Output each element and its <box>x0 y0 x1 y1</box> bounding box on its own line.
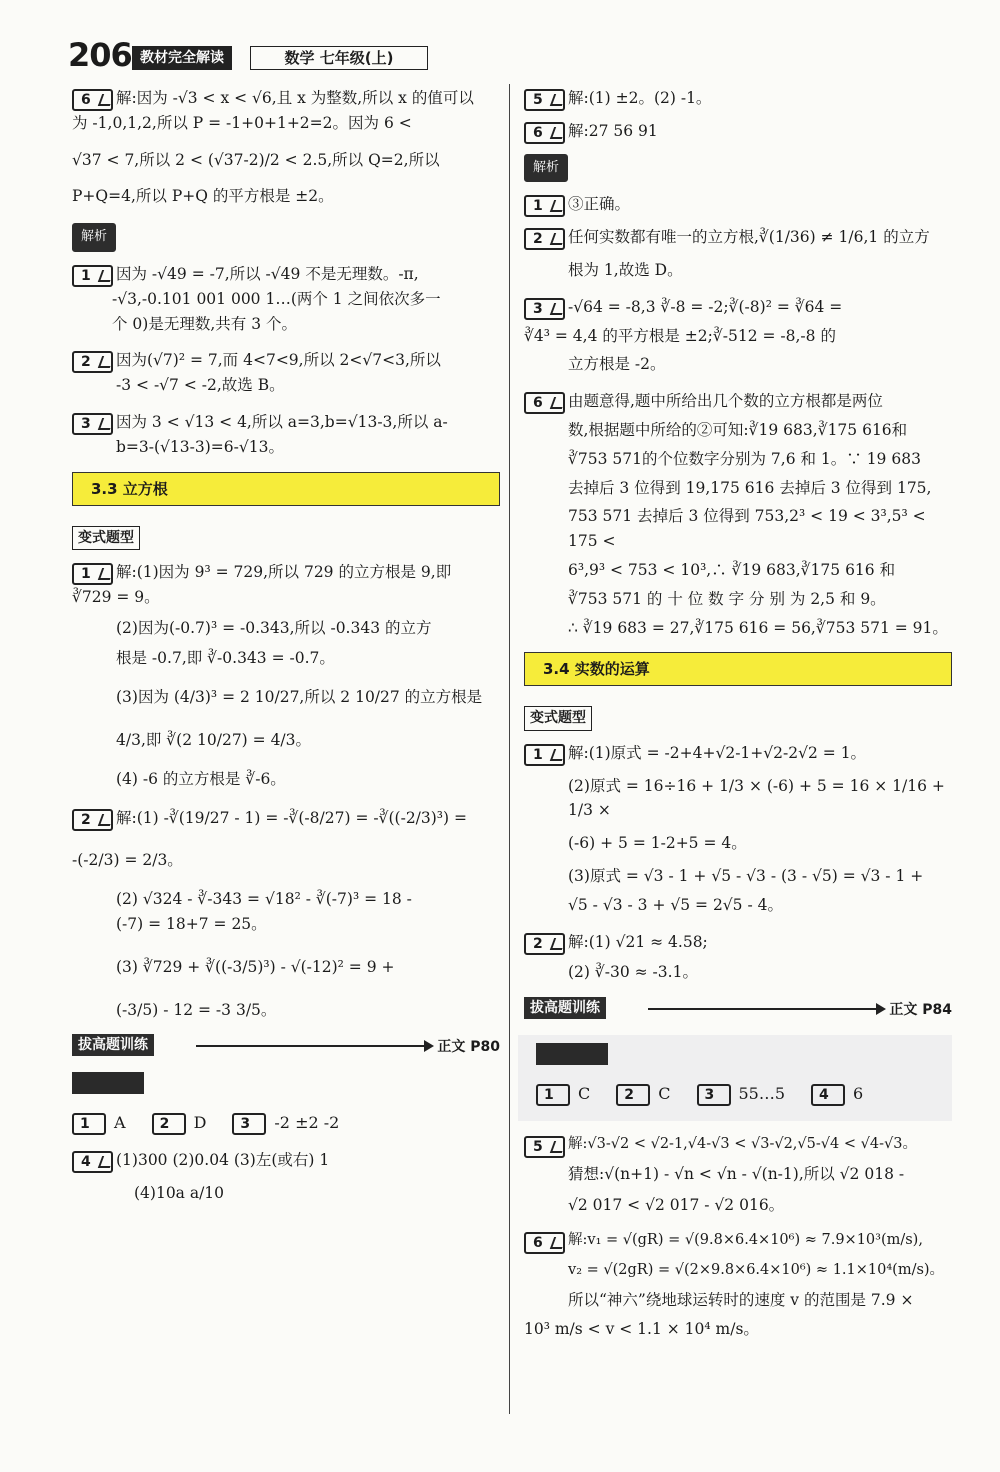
answer-value: C <box>658 1084 671 1104</box>
solution-line: (-7) = 18+7 = 25。 <box>116 914 267 933</box>
solution-line: v₂ = √(2gR) = √(2×9.8×6.4×10⁶) ≈ 1.1×10⁴(m/s)。 <box>568 1261 945 1278</box>
question-number: 5 <box>524 1136 565 1158</box>
question-number: 1 <box>72 563 113 585</box>
analysis-2 <box>72 348 500 398</box>
quick-answer <box>616 1081 670 1107</box>
analysis-line: 753 571 去掉后 3 位得到 753,2³ < 19 < 3³,5³ < 175 < <box>568 507 926 551</box>
section-marker-block <box>72 1072 144 1094</box>
question-number: 2 <box>524 228 565 250</box>
question-number: 3 <box>697 1084 731 1106</box>
question-number: 2 <box>524 933 565 955</box>
answer-5 <box>524 86 952 111</box>
solution-line: √2 017 < √2 017 - √2 016。 <box>568 1195 785 1214</box>
variant-label: 变式题型 <box>524 706 592 730</box>
answer-value: 6 <box>853 1084 864 1104</box>
question-number: 6 <box>524 392 565 414</box>
question-number: 1 <box>536 1084 570 1106</box>
analysis-label: 解析 <box>72 223 116 252</box>
question-number: 3 <box>232 1113 266 1135</box>
question-number: 2 <box>72 809 113 831</box>
question-number: 5 <box>524 89 565 111</box>
answer-line: P+Q=4,所以 P+Q 的平方根是 ±2。 <box>72 187 334 206</box>
answer-line: √37 < 7,所以 2 < (√37-2)/2 < 2.5,所以 Q=2,所以 <box>72 150 440 169</box>
page-header <box>68 36 428 74</box>
question-number: 6 <box>72 89 113 111</box>
answer-value: C <box>578 1084 591 1104</box>
solution-line: (2) √324 - ∛-343 = √18² - ∛(-7)³ = 18 - <box>116 890 412 909</box>
analysis-line: 根为 1,故选 D。 <box>568 260 683 279</box>
question-number: 3 <box>524 298 565 320</box>
variant-1 <box>524 741 952 918</box>
section-header-3-3: 3.3 立方根 <box>72 472 500 506</box>
book-title: 教材完全解读 <box>132 46 232 70</box>
quick-answers-panel <box>518 1035 952 1121</box>
question-number: 1 <box>524 195 565 217</box>
question-number: 1 <box>72 1113 106 1135</box>
question-number: 6 <box>524 1232 565 1254</box>
question-number: 1 <box>72 265 113 287</box>
text-reference: 正文 P80 <box>437 1039 500 1056</box>
arrow-icon <box>196 1045 426 1047</box>
analysis-line: b=3-(√13-3)=6-√13。 <box>116 437 284 456</box>
analysis-line: 个 0)是无理数,共有 3 个。 <box>112 314 297 333</box>
section-marker-block <box>536 1043 608 1065</box>
analysis-line: 6³,9³ < 753 < 10³,∴ ∛19 683,∛175 616 和 <box>568 560 896 579</box>
answer-line: (4)10a a/10 <box>134 1183 225 1202</box>
solution-line: 解:(1) -∛(19/27 - 1) = -∛(-8/27) = -∛((-2/3)³) = <box>116 808 467 827</box>
answer-line: 解:因为 -√3 < x < √6,且 x 为整数,所以 x 的值可以 <box>116 89 474 107</box>
solution-line: ∛729 = 9。 <box>72 587 160 606</box>
solution-line: 解:(1)原式 = -2+4+√2-1+√2-2√2 = 1。 <box>568 743 867 762</box>
analysis-1 <box>72 262 500 336</box>
analysis-line: ∴ ∛19 683 = 27,∛175 616 = 56,∛753 571 = 91。 <box>568 618 948 637</box>
training-header-left <box>72 1034 500 1060</box>
subject-label: 数学 七年级(上) <box>250 46 428 70</box>
question-number: 2 <box>616 1084 650 1106</box>
answer-value: -2 ±2 -2 <box>274 1113 340 1133</box>
solution-line: (2)原式 = 16÷16 + 1/3 × (-6) + 5 = 16 × 1/16 + 1/3 × <box>568 776 945 820</box>
solution-line: (4) -6 的立方根是 ∛-6。 <box>116 769 286 788</box>
answer-line: 为 -1,0,1,2,所以 P = -1+0+1+2=2。因为 6 < <box>72 113 412 132</box>
analysis-line: ∛753 571的个位数字分别为 7,6 和 1。∵ 19 683 <box>568 449 921 468</box>
analysis-line: 因为 3 < √13 < 4,所以 a=3,b=√13-3,所以 a- <box>116 412 448 431</box>
answer-value: A <box>114 1113 126 1133</box>
solution-line: 4/3,即 ∛(2 10/27) = 4/3。 <box>116 730 312 749</box>
analysis-2 <box>524 225 952 283</box>
quick-answers-row <box>536 1081 952 1107</box>
solution-line: -(-2/3) = 2/3。 <box>72 851 183 870</box>
quick-answer <box>536 1081 590 1107</box>
solution-line: 解:(1)因为 9³ = 729,所以 729 的立方根是 9,即 <box>116 562 452 581</box>
solution-line: 根是 -0.7,即 ∛-0.343 = -0.7。 <box>116 649 335 668</box>
training-label: 拔高题训练 <box>524 997 606 1019</box>
analysis-line: 因为 -√49 = -7,所以 -√49 不是无理数。-π, <box>116 264 419 283</box>
solution-line: 猜想:√(n+1) - √n < √n - √(n-1),所以 √2 018 - <box>568 1164 905 1183</box>
analysis-label: 解析 <box>524 154 568 183</box>
analysis-3 <box>524 295 952 377</box>
answer-value: D <box>193 1113 207 1133</box>
analysis-line: 因为(√7)² = 7,而 4<7<9,所以 2<√7<3,所以 <box>116 351 441 370</box>
column-divider <box>509 84 510 1414</box>
variant-2 <box>524 930 952 986</box>
analysis-line: -√64 = -8,3 ∛-8 = -2;∛(-8)² = ∛64 = <box>568 297 843 316</box>
analysis-1 <box>524 192 952 217</box>
solution-line: √5 - √3 - 3 + √5 = 2√5 - 4。 <box>568 895 783 914</box>
question-number: 2 <box>152 1113 186 1135</box>
solution-line: (3)因为 (4/3)³ = 2 10/27,所以 2 10/27 的立方根是 <box>116 688 483 707</box>
analysis-line: ∛753 571 的 十 位 数 字 分 别 为 2,5 和 9。 <box>568 589 886 608</box>
answer-line: 解:(1) ±2。(2) -1。 <box>568 89 712 107</box>
text-reference: 正文 P84 <box>889 1002 952 1019</box>
left-column <box>72 86 500 1218</box>
solution-line: (3) ∛729 + ∛((-3/5)³) - √(-12)² = 9 + <box>116 957 395 976</box>
solution-line: (-6) + 5 = 1-2+5 = 4。 <box>568 834 747 853</box>
question-number: 1 <box>524 744 565 766</box>
variant-1 <box>72 560 500 792</box>
solution-line: 所以“神六”绕地球运转时的速度 v 的范围是 7.9 × <box>568 1290 914 1309</box>
analysis-3 <box>72 410 500 460</box>
quick-answer <box>811 1081 863 1107</box>
solution-line: (3)原式 = √3 - 1 + √5 - √3 - (3 - √5) = √3 - 1 + <box>568 866 924 885</box>
answer-line: 解:27 56 91 <box>568 121 658 140</box>
question-number: 3 <box>72 413 113 435</box>
question-number: 4 <box>72 1151 113 1173</box>
analysis-line: 数,根据题中所给的②可知:∛19 683,∛175 616和 <box>568 420 908 439</box>
solution-line: (-3/5) - 12 = -3 3/5。 <box>116 1000 277 1019</box>
analysis-line: ∛4³ = 4,4 的平方根是 ±2;∛-512 = -8,-8 的 <box>524 326 836 345</box>
analysis-6 <box>524 389 952 640</box>
question-number: 6 <box>524 122 565 144</box>
quick-answer <box>72 1110 126 1136</box>
training-5 <box>524 1133 952 1218</box>
page-number: 206 <box>68 36 132 74</box>
analysis-line: 立方根是 -2。 <box>568 355 666 374</box>
analysis-line: 由题意得,题中所给出几个数的立方根都是两位 <box>568 392 883 411</box>
training-4 <box>72 1148 500 1206</box>
section-header-3-4: 3.4 实数的运算 <box>524 652 952 686</box>
solution-line: 10³ m/s < v < 1.1 × 10⁴ m/s。 <box>524 1319 759 1338</box>
answer-value: 55…5 <box>738 1084 786 1104</box>
answer-6 <box>72 86 500 209</box>
answer-line: (1)300 (2)0.04 (3)左(或右) 1 <box>116 1150 330 1169</box>
training-6 <box>524 1229 952 1341</box>
answer-6 <box>524 119 952 144</box>
variant-label: 变式题型 <box>72 526 140 550</box>
analysis-line: ③正确。 <box>568 195 631 214</box>
solution-line: (2)因为(-0.7)³ = -0.343,所以 -0.343 的立方 <box>116 618 432 637</box>
arrow-icon <box>648 1008 878 1010</box>
variant-2 <box>72 806 500 1023</box>
analysis-line: -√3,-0.101 001 000 1…(两个 1 之间依次多一 <box>112 289 441 308</box>
analysis-line: -3 < -√7 < -2,故选 B。 <box>116 376 285 395</box>
quick-answer <box>697 1081 786 1107</box>
solution-line: (2) ∛-30 ≈ -3.1。 <box>568 963 698 982</box>
quick-answers-row <box>72 1110 500 1136</box>
quick-answer <box>152 1110 207 1136</box>
question-number: 2 <box>72 351 113 373</box>
solution-line: 解:√3-√2 < √2-1,√4-√3 < √3-√2,√5-√4 < √4-√3。 <box>568 1135 917 1152</box>
analysis-line: 去掉后 3 位得到 19,175 616 去掉后 3 位得到 175, <box>568 478 932 497</box>
question-number: 4 <box>811 1084 845 1106</box>
analysis-line: 任何实数都有唯一的立方根,∛(1/36) ≠ 1/6,1 的立方 <box>568 228 930 247</box>
training-label: 拔高题训练 <box>72 1034 154 1056</box>
solution-line: 解:v₁ = √(gR) = √(9.8×6.4×10⁶) ≈ 7.9×10³(m/s), <box>568 1232 923 1249</box>
solution-line: 解:(1) √21 ≈ 4.58; <box>568 932 708 951</box>
right-column <box>524 86 952 1353</box>
quick-answer <box>232 1110 339 1136</box>
training-header-right <box>524 997 952 1023</box>
